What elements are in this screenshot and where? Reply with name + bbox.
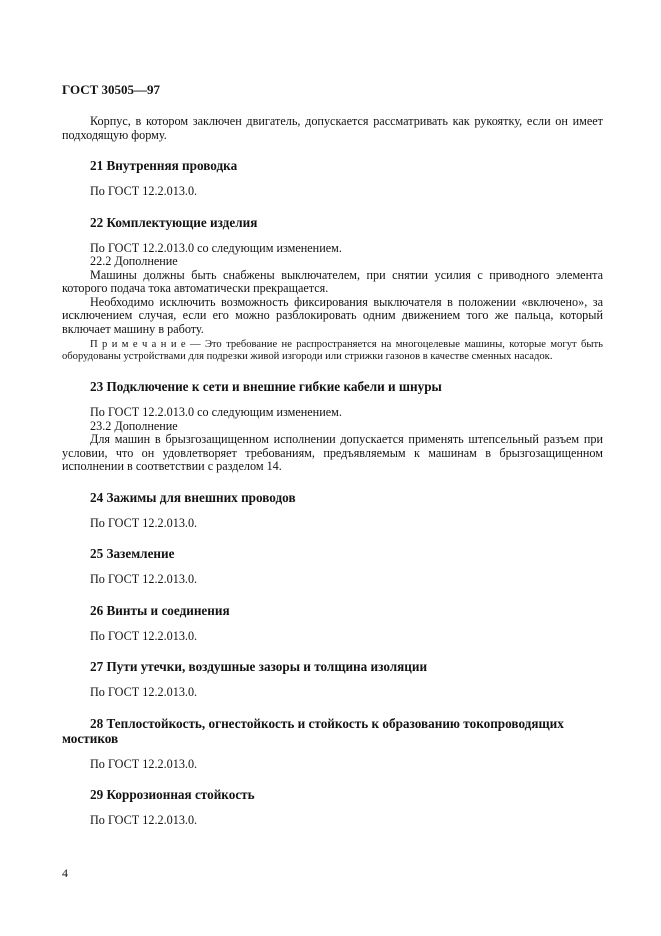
section-27-paragraph-1: По ГОСТ 12.2.013.0. (90, 685, 198, 699)
section-22-note: П р и м е ч а н и е — Это требование не распространяется на многоцелевые машины, которые могут быть оборудованы устройствами для подрезки живой изгороди или стрижки газонов в качестве сменных насадок. (62, 339, 603, 362)
section-heading-24: 24 Зажимы для внешних проводов (90, 489, 296, 505)
section-22-paragraph-3: Машины должны быть снабжены выключателем, при снятии усилия с приводного элемента которого подача тока автоматически прекращается. (62, 267, 603, 295)
section-22-paragraph-2: 22.2 Дополнение (90, 254, 178, 268)
section-21-paragraph-1: По ГОСТ 12.2.013.0. (90, 184, 198, 198)
section-22-paragraph-4: Необходимо исключить возможность фиксирования выключателя в положении «включено», за исключением случая, если его можно разблокировать одним движением того же пальца, который включает машину в работу. (62, 294, 603, 336)
section-28-paragraph-1: По ГОСТ 12.2.013.0. (90, 756, 198, 771)
section-heading-22: 22 Комплектующие изделия (90, 214, 258, 230)
section-heading-26: 26 Винты и соединения (90, 602, 230, 618)
standard-number-header: ГОСТ 30505—97 (62, 82, 161, 97)
section-heading-27: 27 Пути утечки, воздушные зазоры и толщина изоляции (90, 659, 428, 674)
section-heading-21: 21 Внутренняя проводка (90, 158, 238, 173)
section-23-paragraph-2: 23.2 Дополнение (90, 418, 178, 433)
section-29-paragraph-1: По ГОСТ 12.2.013.0. (90, 813, 198, 827)
section-25-paragraph-1: По ГОСТ 12.2.013.0. (90, 572, 198, 586)
section-24-paragraph-1: По ГОСТ 12.2.013.0. (90, 515, 198, 530)
section-23-paragraph-3: Для машин в брызгозащищенном исполнении допускается применять штепсельный разъем при условии, что он удовлетворяет требованиям, предъявляемым к машинам в брызгозащищенном исполнении в соответствии с разделом 14. (62, 432, 603, 473)
section-heading-23: 23 Подключение к сети и внешние гибкие кабели и шнуры (90, 379, 442, 394)
section-heading-25: 25 Заземление (90, 546, 175, 561)
intro-paragraph: Корпус, в котором заключен двигатель, допускается рассматривать как рукоятку, если он имеет подходящую форму. (62, 114, 603, 142)
section-23-paragraph-1: По ГОСТ 12.2.013.0 со следующим изменением. (90, 405, 342, 419)
section-22-paragraph-1: По ГОСТ 12.2.013.0 со следующим изменением. (90, 240, 342, 255)
section-26-paragraph-1: По ГОСТ 12.2.013.0. (90, 628, 198, 643)
section-heading-29: 29 Коррозионная стойкость (90, 787, 255, 802)
page-number: 4 (62, 866, 68, 880)
section-heading-28: 28 Теплостойкость, огнестойкость и стойкость к образованию токопроводящих мостиков (62, 715, 564, 746)
